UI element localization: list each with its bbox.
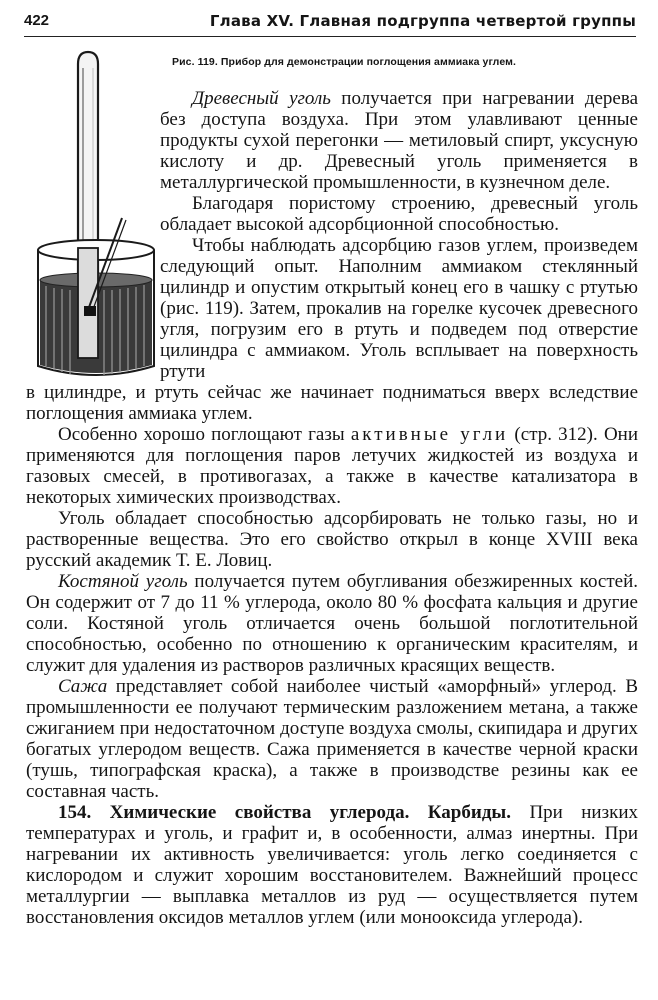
figure-caption: Рис. 119. Прибор для демонстрации поглощения аммиака углем.: [172, 56, 517, 68]
page-header: [24, 8, 636, 37]
term-active-carbon: активные угли: [350, 424, 509, 445]
paragraph-lovits: Уголь обладает способностью адсорбировать не только газы, но и растворенные вещества. Это его свойство открыл в конце XVIII века русский академик Т. Е. Ловиц.: [26, 508, 638, 571]
figure-119-apparatus: [26, 48, 166, 388]
paragraph-text: При низких температурах и уголь, и графит и, в особенности, алмаз инертны. При нагревании их активность увеличивается: уголь легко соединяется с кислородом и служит хорошим восстановителем. Важнейший процесс металлургии — выплавка металлов из руд — осуществляется путем восстановления оксидов металлов углем (или монооксида углерода).: [26, 802, 638, 928]
apparatus-illustration: [26, 48, 166, 388]
paragraph-bone-char: [26, 571, 638, 676]
term-wood-charcoal: Древесный уголь: [192, 88, 331, 109]
paragraph-soot: [26, 676, 638, 802]
paragraph-text: получается путем обугливания обезжиренных костей. Он содержит от 7 до 11 % углерода, около 80 % фосфата кальция и другие соли. Костяной уголь отличается очень большой поглотительной способностью, особенно по отношению к органическим красителям, и служит для удаления из растворов различных красящих веществ.: [26, 571, 638, 676]
paragraph-text: Особенно хорошо поглощают газы: [58, 424, 351, 445]
full-width-text: [26, 382, 638, 928]
paragraph-experiment: Чтобы наблюдать адсорбцию газов углем, произведем следующий опыт. Наполним аммиаком стеклянный цилиндр и опустим открытый конец его в чашку с ртутью (рис. 119). Затем, прокалив на горелке кусочек древесного угля, погрузим его в ртуть и подведем под отверстие цилиндра с аммиаком. Уголь всплывает на поверхность ртути: [160, 235, 638, 382]
paragraph-experiment-continued: в цилиндре, и ртуть сейчас же начинает подниматься вверх вследствие поглощения аммиака углем.: [26, 382, 638, 424]
paragraph-active-carbon: [26, 424, 638, 508]
paragraph-charcoal: [160, 88, 638, 193]
paragraph-section-154: [26, 802, 638, 928]
page-number: 422: [24, 12, 50, 29]
running-head: Глава XV. Главная подгруппа четвертой группы: [209, 12, 636, 30]
paragraph-porosity: Благодаря пористому строению, древесный уголь обладает высокой адсорбционной способностью.: [160, 193, 638, 235]
term-soot: Сажа: [58, 676, 108, 697]
paragraph-text: (стр. 312). Они применяются для поглощения паров летучих жидкостей из воздуха и газовых смесей, в противогазах, а также в качестве катализатора в некоторых химических производствах.: [26, 424, 638, 508]
term-bone-char: Костяной уголь: [58, 571, 188, 592]
paragraph-text: получается при нагревании дерева без доступа воздуха. При этом улавливают ценные продукты сухой перегонки — метиловый спирт, уксусную кислоту и др. Древесный уголь применяется в металлургической промышленности, в кузнечном деле.: [160, 88, 639, 193]
column-text: [160, 88, 638, 382]
section-heading: 154. Химические свойства углерода. Карбиды.: [58, 802, 512, 823]
paragraph-text: представляет собой наиболее чистый «аморфный» углерод. В промышленности ее получают термическим разложением метана, а также сжиганием при недостаточном доступе воздуха смолы, скипидара и других богатых углеродом веществ. Сажа применяется в качестве черной краски (тушь, типографская краска), а также в производстве резины как ее составная часть.: [26, 676, 638, 802]
